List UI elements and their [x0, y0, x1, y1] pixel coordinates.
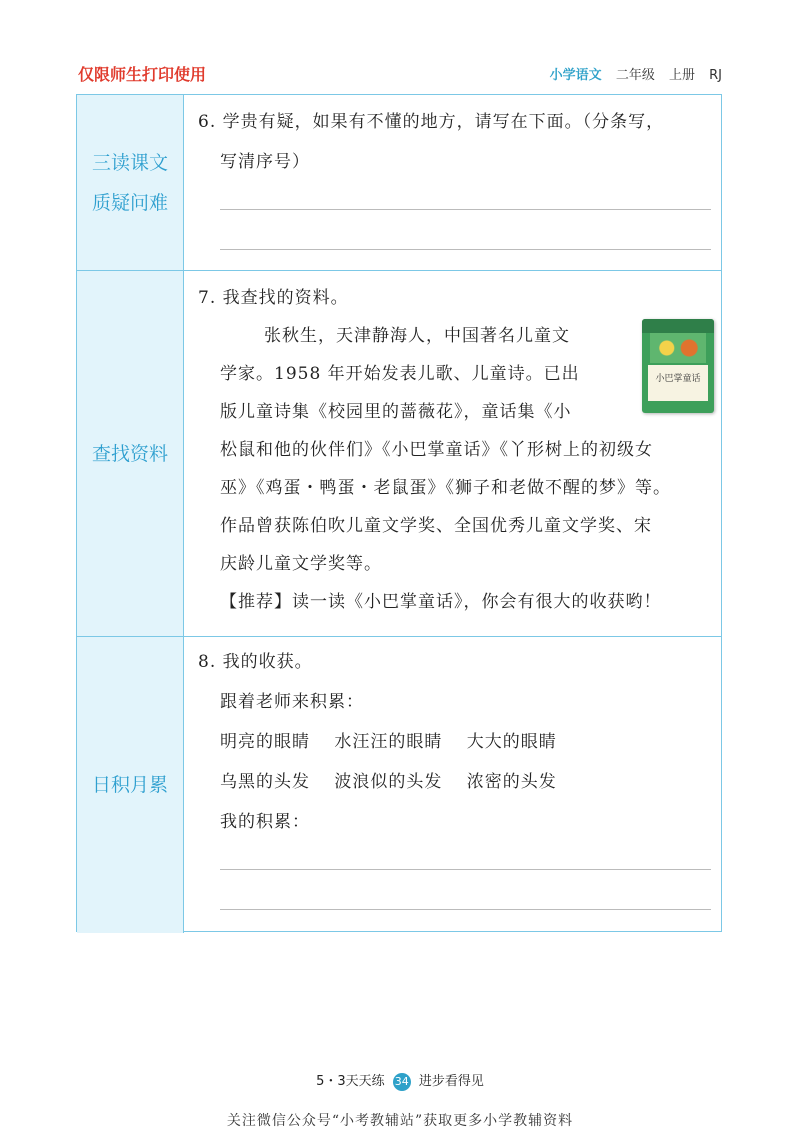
section-label-accumulation [77, 637, 184, 933]
promo-text: 关注微信公众号“小考教辅站”获取更多小学教辅资料 [226, 1113, 574, 1129]
section-questions [77, 95, 721, 271]
section-content-questions [184, 95, 721, 270]
section-content-accumulation [184, 637, 721, 933]
question-7: 7. 我查找的资料。 [198, 288, 349, 308]
phrase-row: 乌黑的头发 波浪似的头发 浓密的头发 [220, 772, 557, 792]
bio-line: 作品曾获陈伯吹儿童文学奖、全国优秀儿童文学奖、宋 [220, 516, 652, 536]
page-footer [0, 1070, 800, 1091]
bio-line: 巫》《鸡蛋・鸭蛋・老鼠蛋》《狮子和老做不醒的梦》等。 [220, 478, 671, 498]
label-line: 三读课文 [91, 151, 168, 174]
section-label-research [77, 271, 184, 636]
my-accumulation-label: 我的积累： [220, 812, 310, 832]
section-research [77, 271, 721, 637]
edition-label: RJ [709, 68, 722, 83]
bio-line: 学家。1958 年开始发表儿歌、儿童诗。已出 [220, 364, 580, 384]
answer-line[interactable] [220, 869, 711, 870]
answer-line[interactable] [220, 249, 711, 250]
worksheet-table [76, 94, 722, 932]
subject-label: 小学语文 [549, 68, 602, 83]
slogan: 进步看得见 [418, 1074, 484, 1089]
question-6-cont: 写清序号） [220, 152, 310, 172]
label-line: 查找资料 [91, 442, 168, 465]
phrase-row: 明亮的眼睛 水汪汪的眼睛 大大的眼睛 [220, 732, 557, 752]
bio-line: 版儿童诗集《校园里的蔷薇花》，童话集《小 [220, 402, 572, 422]
question-6: 6. 学贵有疑，如果有不懂的地方，请写在下面。（分条写， [198, 112, 665, 132]
question-8: 8. 我的收获。 [198, 652, 313, 672]
book-cover-title: 小巴掌童话 [655, 374, 701, 384]
series-name: 5・3天天练 [316, 1074, 385, 1089]
section-content-research [184, 271, 721, 636]
answer-line[interactable] [220, 209, 711, 210]
bio-line: 庆龄儿童文学奖等。 [220, 554, 382, 574]
grade-label: 二年级 [615, 68, 655, 83]
section-accumulation [77, 637, 721, 933]
bio-line: 张秋生，天津静海人，中国著名儿童文 [264, 326, 570, 346]
recommendation: 【推荐】读一读《小巴掌童话》，你会有很大的收获哟！ [220, 592, 662, 612]
phrase-intro: 跟着老师来积累： [220, 692, 364, 712]
label-line: 日积月累 [91, 774, 168, 796]
section-label-questions [77, 95, 184, 270]
label-line: 质疑问难 [91, 191, 168, 214]
volume-label: 上册 [668, 68, 695, 83]
page-number: 34 [393, 1073, 411, 1091]
answer-line[interactable] [220, 909, 711, 910]
book-info [550, 64, 722, 83]
bio-line: 松鼠和他的伙伴们》《小巴掌童话》《丫形树上的初级女 [220, 440, 653, 460]
print-notice: 仅限师生打印使用 [78, 65, 207, 84]
book-cover-image [642, 319, 714, 413]
